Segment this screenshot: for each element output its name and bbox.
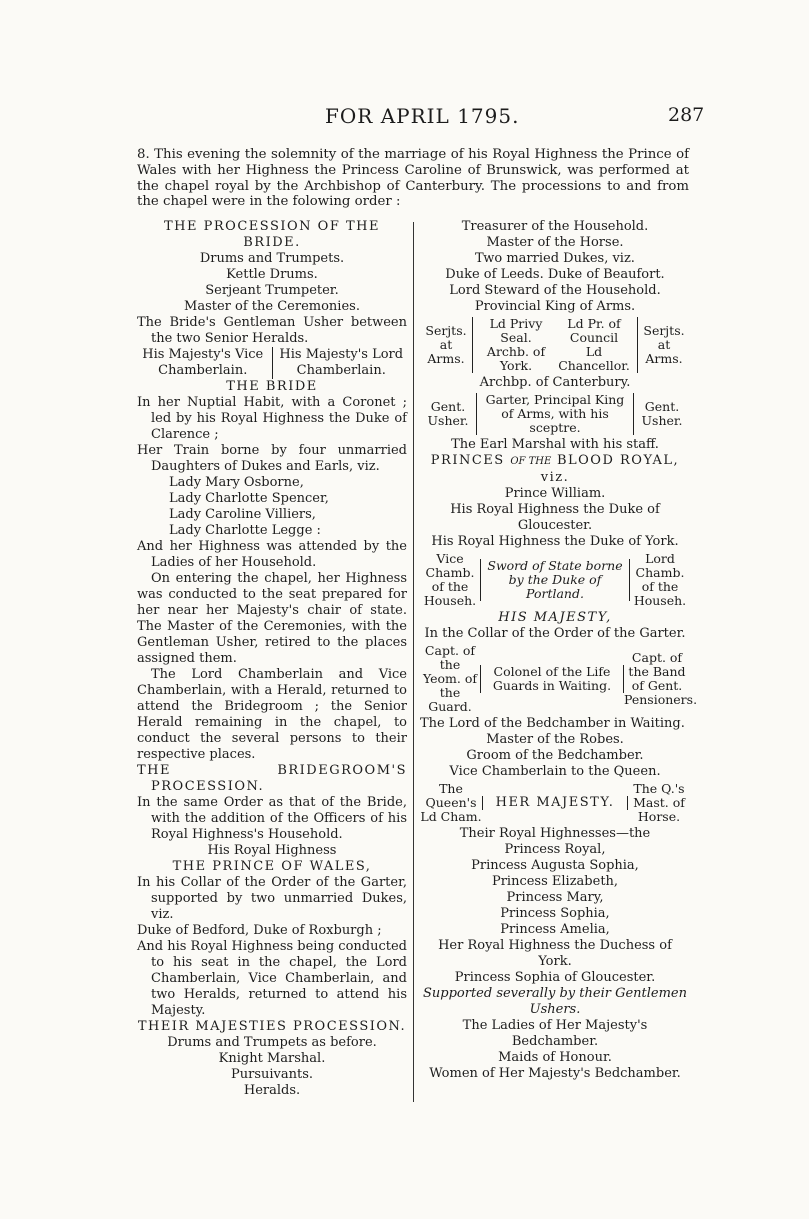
officers-block [420,317,690,373]
vice-chamberlain: His Majesty's Vice Chamberlain. [137,347,273,379]
list-item: Groom of the Bedchamber. [466,748,644,763]
bridegroom-procession-heading: THE BRIDEGROOM'S PROCESSION. [137,763,407,794]
list-item: Master of the Ceremonies. [184,299,360,314]
list-item: And his Royal Highness being conducted to his seat in the chapel, the Lord Chamberlain, Vice Chamberlain, and two Heralds, returned to attend his Majesty. [137,939,407,1018]
paragraph: On entering the chapel, her Highness was conducted to the seat prepared for her near her Majesty's chair of state. The Master of the Ceremonies, with the Gentleman Usher, retired to the places assigned them. [137,571,407,666]
princess-item: Princess Mary, [506,890,604,905]
list-item: Princess Sophia of Gloucester. [454,970,656,985]
lady-item: Lady Mary Osborne, [169,475,304,490]
list-item: Lord Steward of the Household. [449,283,661,298]
paragraph: The Lord Chamberlain and Vice Chamberlain, with a Herald, returned to attend the Bridegroom ; the Senior Herald remaining in the chapel, to conduct the several persons to their respective places. [137,667,407,762]
running-head [0,104,809,134]
list-item: Pursuivants. [230,1067,314,1082]
list-item: Two married Dukes, viz. [475,251,635,266]
lady-item: Lady Caroline Villiers, [169,507,316,522]
vice-chamberlain-household: Vice Chamb. of the Househ. [423,551,477,608]
list-item: The Lord of the Bedchamber in Waiting. [420,716,685,731]
gent-usher-right: Gent. Usher. [641,399,683,428]
list-item: His Royal Highness the Duke of Gloucester. [450,502,660,533]
princess-item: Princess Sophia, [500,906,610,921]
list-item: Supported severally by their Gentlemen Ushers. [422,986,687,1017]
her-majesty: HER MAJESTY. [482,796,628,810]
list-item: His Royal Highness the Duke of York. [431,534,679,549]
his-majesty: HIS MAJESTY, [498,610,612,625]
princess-item: Princess Amelia, [500,922,610,937]
list-item: Her Royal Highness the Duchess of York. [438,938,672,969]
right-column [420,219,698,1082]
privy-seal: Ld Privy Seal. [489,316,543,345]
list-item: Provincial King of Arms. [474,299,636,314]
princes-post: BLOOD ROYAL, viz. [540,453,680,485]
garter-king: Garter, Principal King of Arms, with his sceptre. [476,393,634,435]
list-item: Serjeant Trumpeter. [205,283,339,298]
colonel-life-guards: Colonel of the Life Guards in Waiting. [480,665,624,693]
list-item: Duke of Leeds. Duke of Beaufort. [445,267,665,282]
sword-block [420,552,690,608]
list-item: Knight Marshal. [218,1051,326,1066]
princes-of: OF THE [510,456,552,467]
lord-chamberlain-household: Lord Chamb. of the Househ. [633,551,687,608]
list-item: The Bride's Gentleman Usher between the two Senior Heralds. [137,315,407,346]
queen-block [420,782,690,824]
list-item: And her Highness was attended by the Ladies of her Household. [137,539,407,570]
lord-chamberlain: His Majesty's Lord Chamberlain. [279,347,404,378]
list-item: His Royal Highness [207,843,337,858]
prince-title: THE PRINCE OF WALES, [172,859,372,874]
princess-item: Princess Augusta Sophia, [471,858,639,873]
princess-item: Princess Elizabeth, [491,874,619,889]
princes-heading [420,453,690,486]
list-item: Master of the Horse. [486,235,624,250]
lord-chancellor: Ld Chancellor. [558,344,630,373]
list-item: The Earl Marshal with his staff. [451,437,659,452]
chamberlains-pair [137,347,407,379]
lady-item: Lady Charlotte Spencer, [169,491,329,506]
bride-title: THE BRIDE [226,379,318,394]
list-item: Archbp. of Canterbury. [479,375,631,390]
officers-grid [472,317,638,373]
list-item: Prince William. [504,486,606,501]
list-item: Maids of Honour. [498,1050,612,1065]
gent-usher-left: Gent. Usher. [427,399,469,428]
list-item: In the same Order as that of the Bride, with the addition of the Officers of his Royal Highness's Household. [137,795,407,842]
list-item: Heralds. [243,1083,301,1098]
majesties-procession-heading: THEIR MAJESTIES PROCESSION. [137,1019,407,1034]
list-item: Treasurer of the Household. [461,219,649,234]
list-item: Her Train borne by four unmarried Daughters of Dukes and Earls, viz. [137,443,407,474]
princess-item: Princess Royal, [504,842,606,857]
list-item: In his Collar of the Order of the Garter, supported by two unmarried Dukes, viz. [137,875,407,922]
list-item: Vice Chamberlain to the Queen. [449,764,661,779]
list-item: Their Royal Highnesses—the [459,826,651,841]
garter-block [420,393,690,435]
left-column [137,219,407,1099]
list-item: In her Nuptial Habit, with a Coronet ; led by his Royal Highness the Duke of Clarence ; [137,395,407,442]
list-item: Kettle Drums. [226,267,318,282]
bride-procession-heading: THE PROCESSION OF THE BRIDE. [164,219,380,250]
archbishop-york: Archb. of York. [486,344,546,373]
list-item: In the Collar of the Order of the Garter. [424,626,686,641]
president-council: Ld Pr. of Council [567,316,621,345]
serjeants-left: Serjts. at Arms. [425,323,467,366]
captain-pensioners: Capt. of the Band of Gent. Pensioners. [624,650,698,707]
serjeants-right: Serjts. at Arms. [643,323,685,366]
list-item: Master of the Robes. [486,732,624,747]
lady-item: Lady Charlotte Legge : [169,523,321,538]
princes-pre: PRINCES [430,453,511,468]
guards-block [420,643,698,714]
sword-of-state: Sword of State borne by the Duke of Portland. [480,559,630,601]
list-item: The Ladies of Her Majesty's Bedchamber. [462,1018,648,1049]
intro-paragraph: 8. This evening the solemnity of the marriage of his Royal Highness the Prince of Wales with her Highness the Princess Caroline of Brunswick, was performed at the chapel royal by the Archbishop of Canterbury. The processions to and from the chapel were in the folowing order : [137,147,689,210]
captain-yeomen: Capt. of the Yeom. of the Guard. [422,643,478,714]
list-item: Women of Her Majesty's Bedchamber. [429,1066,681,1081]
queens-master-horse: The Q.'s Mast. of Horse. [633,781,685,824]
list-item: Drums and Trumpets as before. [167,1035,377,1050]
list-item: Drums and Trumpets. [199,251,345,266]
list-item: Duke of Bedford, Duke of Roxburgh ; [137,923,382,938]
page-number: 287 [668,104,705,126]
running-title: FOR APRIL 1795. [325,104,520,128]
queens-lord-chamberlain: The Queen's Ld Cham. [420,781,482,824]
column-divider [413,222,414,1102]
